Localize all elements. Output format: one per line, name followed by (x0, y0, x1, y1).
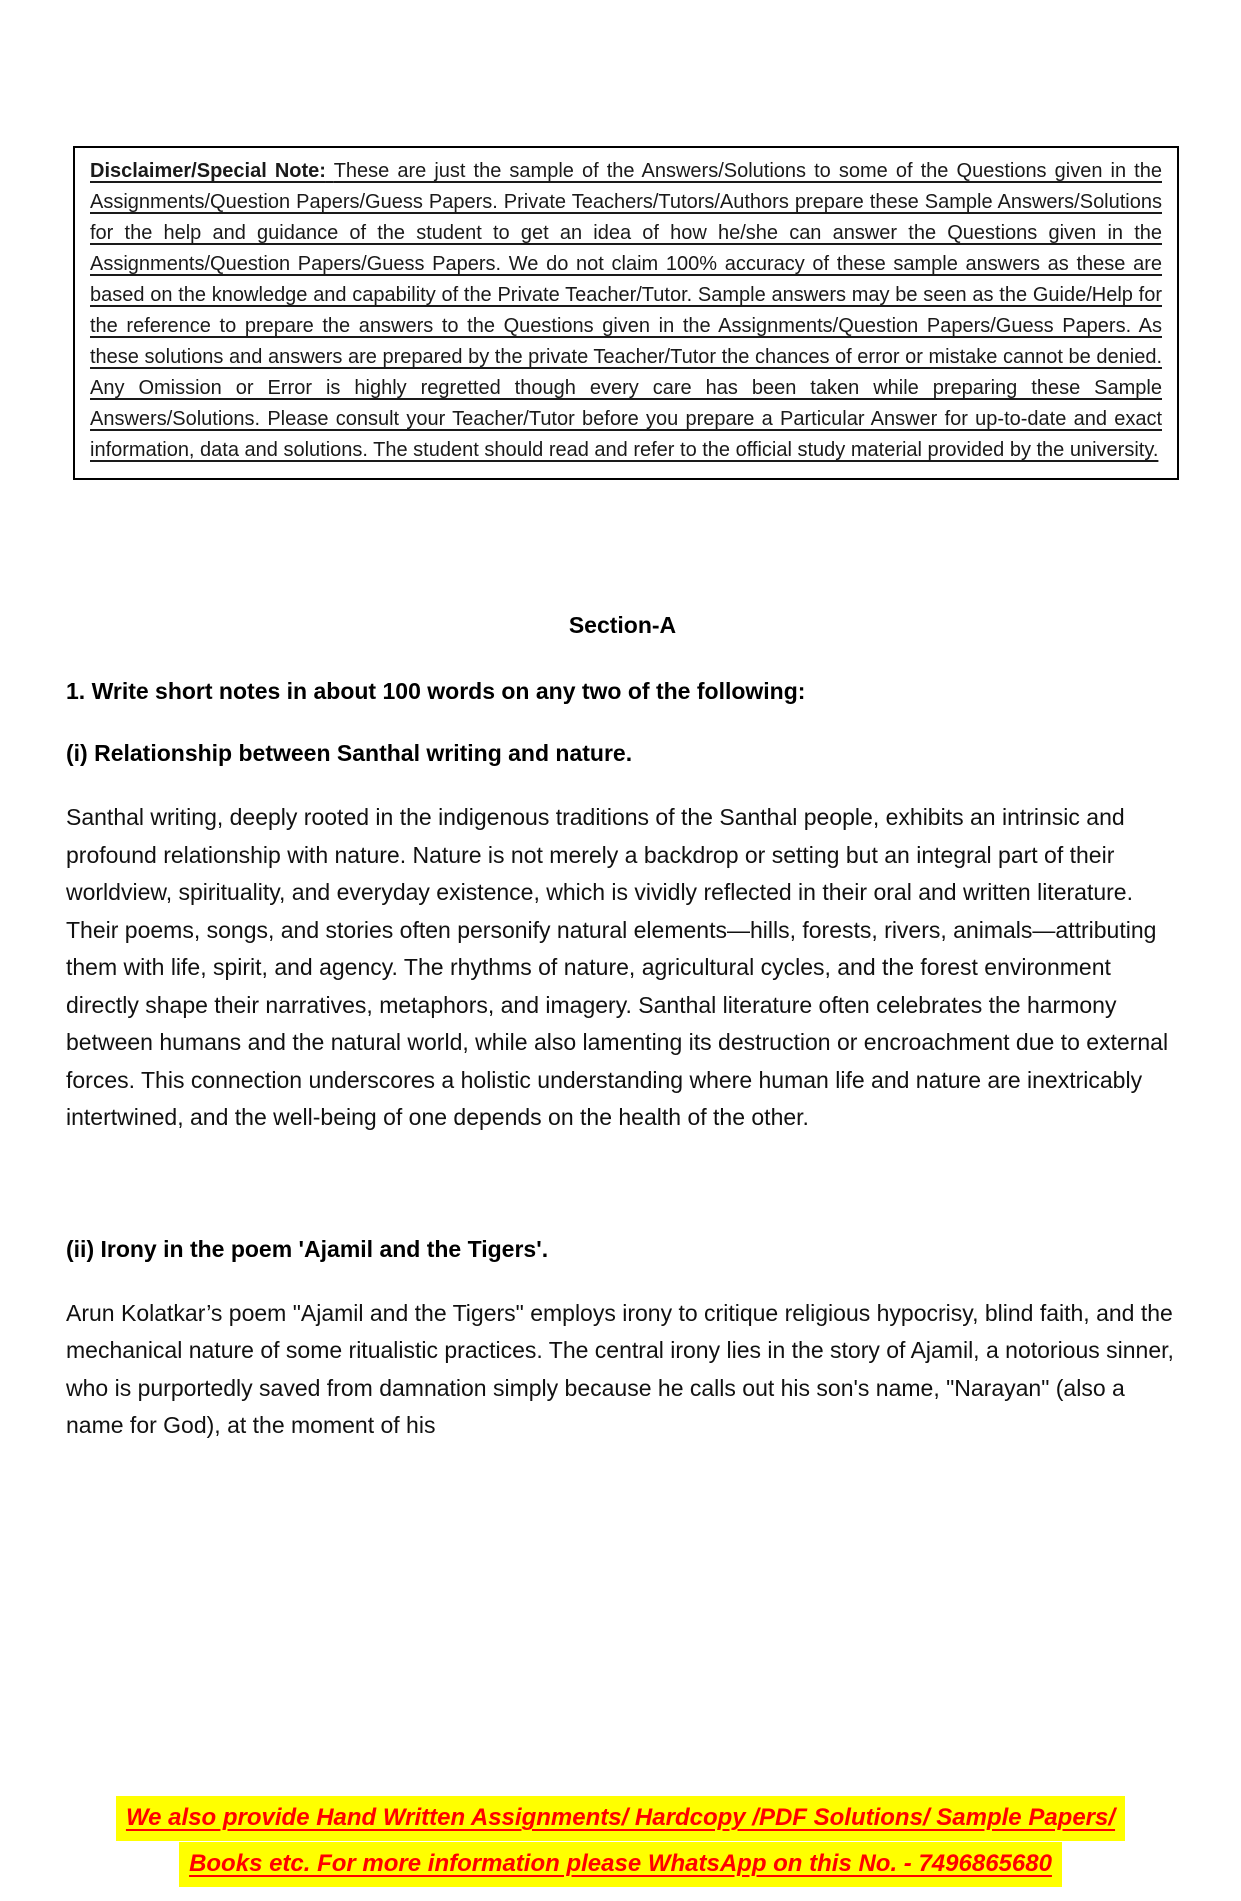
disclaimer-label: Disclaimer/Special Note: (90, 160, 326, 182)
disclaimer-box (73, 146, 1179, 480)
part-i-answer: Santhal writing, deeply rooted in the indigenous traditions of the Santhal people, exhibits an intrinsic and profound relationship with nature. Nature is not merely a backdrop or setting but an integral part of their worldview, spirituality, and everyday existence, which is vividly reflected in their oral and written literature. Their poems, songs, and stories often personify natural elements—hills, forests, rivers, animals—attributing them with life, spirit, and agency. The rhythms of nature, agricultural cycles, and the forest environment directly shape their narratives, metaphors, and imagery. Santhal literature often celebrates the harmony between humans and the natural world, while also lamenting its destruction or encroachment due to external forces. This connection underscores a holistic understanding where human life and nature are inextricably intertwined, and the well-being of one depends on the health of the other. (66, 804, 1169, 1130)
part-i-heading: (i) Relationship between Santhal writing and nature. (66, 740, 633, 766)
footer-ad-line-2: Books etc. For more information please WhatsApp on this No. - 7496865680 (179, 1842, 1062, 1887)
part-ii-heading: (ii) Irony in the poem 'Ajamil and the Tigers'. (66, 1235, 549, 1262)
part-ii-answer: Arun Kolatkar’s poem "Ajamil and the Tigers" employs irony to critique religious hypocrisy, blind faith, and the mechanical nature of some ritualistic practices. The central irony lies in the story of Ajamil, a notorious sinner, who is purportedly saved from damnation simply because he calls out his son's name, "Narayan" (also a name for God), at the moment of his (66, 1299, 1174, 1438)
disclaimer-text (90, 156, 1162, 466)
footer-ad-line-1: We also provide Hand Written Assignments/ Hardcopy /PDF Solutions/ Sample Papers/ (116, 1796, 1125, 1841)
document-page (0, 146, 1241, 1901)
question-1-heading: 1. Write short notes in about 100 words on any two of the following: (66, 678, 806, 704)
footer-ad (0, 1795, 1241, 1887)
section-title: Section-A (568, 612, 677, 638)
disclaimer-body: These are just the sample of the Answers/Solutions to some of the Questions given in the Assignments/Question Papers/Guess Papers. Private Teachers/Tutors/Authors prepare these Sample Answers/Solutions for the help and guidance of the student to get an idea of how he/she can answer the Questions given in the Assignments/Question Papers/Guess Papers. We do not claim 100% accuracy of these sample answers as these are based on the knowledge and capability of the Private Teacher/Tutor. Sample answers may be seen as the Guide/Help for the reference to prepare the answers to the Questions given in the Assignments/Question Papers/Guess Papers. As these solutions and answers are prepared by the private Teacher/Tutor the chances of error or mistake cannot be denied. Any Omission or Error is highly regretted though every care has been taken while preparing these Sample Answers/Solutions. Please consult your Teacher/Tutor before you prepare a Particular Answer for up-to-date and exact information, data and solutions. The student should read and refer to the official study material provided by the university. (90, 160, 1162, 461)
